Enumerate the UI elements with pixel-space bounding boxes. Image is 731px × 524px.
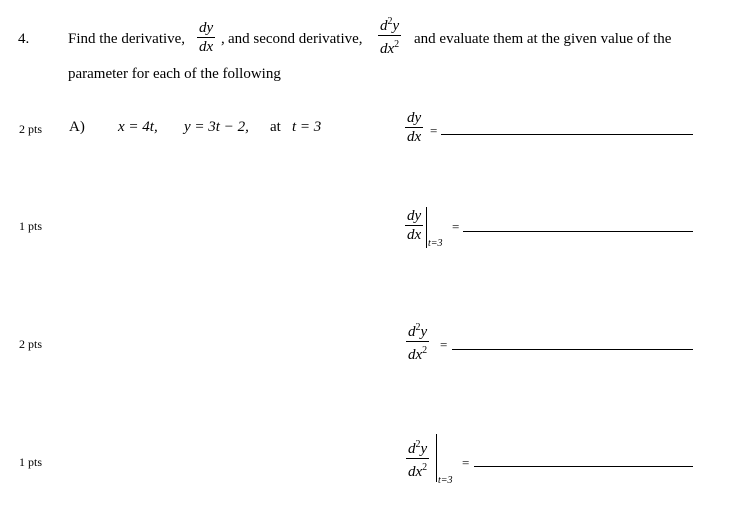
fraction-bar [378, 35, 401, 36]
answer-line-1[interactable] [441, 134, 693, 135]
question-text-evaluate: and evaluate them at the given value of the [414, 31, 672, 47]
answer-line-4[interactable] [474, 466, 693, 467]
comma: , [221, 31, 225, 47]
answer2-fraction: dy dx [407, 208, 422, 243]
answer4-fraction: $d^2y$ $dx^2$ [408, 439, 428, 480]
answer-line-2[interactable] [463, 231, 693, 232]
fraction-denominator: $dx^2$ [380, 39, 400, 57]
equals-sign: = [440, 337, 448, 352]
answer1-fraction: dy dx [407, 110, 422, 145]
answer-line-3[interactable] [452, 349, 693, 350]
x-equation: x = 4t, [118, 119, 158, 135]
equals-sign: = [462, 455, 470, 470]
question-text-derivative: Find the derivative, [68, 31, 186, 47]
y-equation: y = 3t − 2, [184, 119, 249, 135]
evaluation-point: t=3 [438, 475, 453, 486]
points-label: 1 pts [19, 219, 43, 233]
dy-dx-fraction [197, 20, 215, 55]
question-text-parameter: parameter for each of the following [68, 66, 281, 82]
fraction-bar [197, 37, 215, 38]
d2y-dx2-fraction [378, 14, 401, 57]
fraction-numerator: dy [199, 20, 214, 36]
evaluation-point: t=3 [428, 238, 443, 249]
evaluation-bar [436, 434, 437, 482]
t-value: t = 3 [292, 119, 322, 135]
question-text-second-derivative: and second derivative, [228, 31, 363, 47]
points-label: 2 pts [19, 337, 43, 351]
part-label: A) [69, 119, 85, 135]
question-number: 4. [18, 31, 30, 47]
evaluation-bar [426, 207, 427, 248]
equals-sign: = [430, 123, 438, 138]
answer3-fraction: $d^2y$ $dx^2$ [408, 322, 428, 363]
at-label: at [270, 119, 281, 135]
fraction-numerator: $d^2y$ [380, 16, 400, 34]
points-label: 1 pts [19, 455, 43, 469]
equals-sign: = [452, 219, 460, 234]
points-label: 2 pts [19, 122, 43, 136]
fraction-denominator: dx [199, 39, 214, 55]
